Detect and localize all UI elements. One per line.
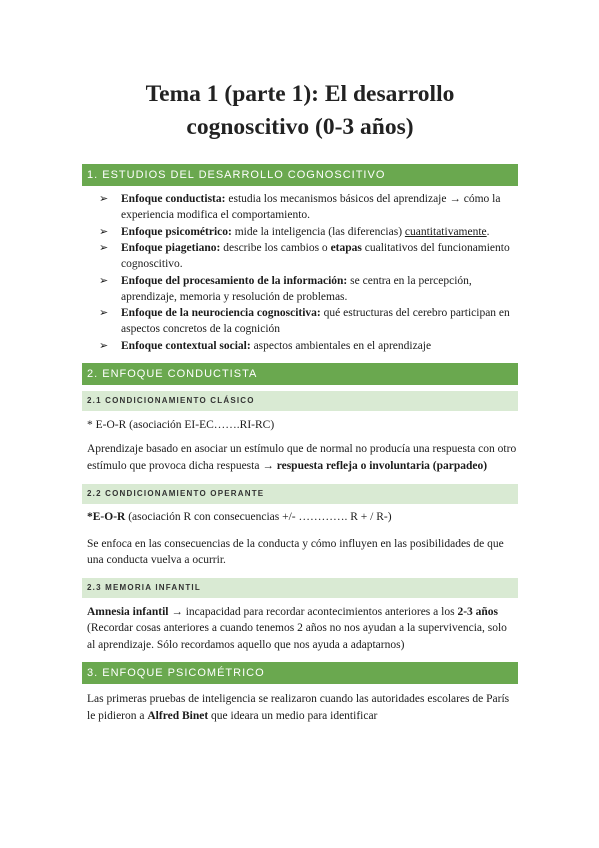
list-item: ➢ Enfoque psicométrico: mide la inteligencia (las diferencias) cuantitativamente. <box>99 225 490 238</box>
list-item: ➢ Enfoque contextual social: aspectos ambientales en el aprendizaje <box>99 339 432 352</box>
paragraph: *E-O-R (asociación R con consecuencias +/- …………. R + / R-) <box>87 511 392 523</box>
title-line-1: Tema 1 (parte 1): El desarrollo <box>145 81 455 107</box>
section-2-heading: 2. ENFOQUE CONDUCTISTA <box>82 363 518 385</box>
list-item: ➢ Enfoque del procesamiento de la información: se centra en la percepción, aprendizaje, memoria y resolución de problemas. <box>99 274 472 303</box>
paragraph: Aprendizaje basado en asociar un estímulo que de normal no producía una respuesta con otro estímulo que provoca dicha respuesta → respuesta refleja o involuntaria (parpadeo) <box>87 443 517 472</box>
document-page <box>82 0 518 724</box>
paragraph: Las primeras pruebas de inteligencia se realizaron cuando las autoridades escolares de París le pidieron a Alfred Binet que ideara un medio para identificar <box>87 693 510 722</box>
paragraph: Amnesia infantil → incapacidad para recordar acontecimientos anteriores a los 2-3 años (Recordar cosas anteriores a cuando tenemos 2 años no nos ayudan a la supervivencia, solo al aprendizaje. Sólo recordamos aquello que nos ayuda a adaptarnos) <box>87 605 507 651</box>
subsection-2-3-heading: 2.3 MEMORIA INFANTIL <box>82 578 518 598</box>
section-1-heading: 1. ESTUDIOS DEL DESARROLLO COGNOSCITIVO <box>82 164 518 186</box>
document-title <box>82 78 518 144</box>
list-item: ➢ Enfoque de la neurociencia cognoscitiva: qué estructuras del cerebro participan en aspectos concretos de la cognición <box>99 307 510 335</box>
paragraph: Se enfoca en las consecuencias de la conducta y cómo influyen en las posibilidades de que una conducta vuelva a ocurrir. <box>87 537 504 566</box>
title-line-2: cognoscitivo (0-3 años) <box>186 114 414 140</box>
subsection-2-2-heading: 2.2 CONDICIONAMIENTO OPERANTE <box>82 484 518 504</box>
list-item: ➢ Enfoque conductista: estudia los mecanismos básicos del aprendizaje → cómo la experiencia modifica el comportamiento. <box>99 193 501 221</box>
approaches-list <box>82 191 518 354</box>
arrow-bullet-icon: ➢ <box>99 307 109 319</box>
arrow-bullet-icon: ➢ <box>99 339 109 352</box>
list-item: ➢ Enfoque piagetiano: describe los cambios o etapas cualitativos del funcionamiento cognoscitivo. <box>99 242 510 270</box>
arrow-bullet-icon: ➢ <box>99 242 109 254</box>
arrow-bullet-icon: ➢ <box>99 225 109 238</box>
section-3-heading: 3. ENFOQUE PSICOMÉTRICO <box>82 662 518 684</box>
arrow-bullet-icon: ➢ <box>99 274 109 287</box>
paragraph: * E-O-R (asociación EI-EC…….RI-RC) <box>87 418 275 431</box>
subsection-2-1-heading: 2.1 CONDICIONAMIENTO CLÁSICO <box>82 391 518 411</box>
arrow-bullet-icon: ➢ <box>99 193 109 205</box>
